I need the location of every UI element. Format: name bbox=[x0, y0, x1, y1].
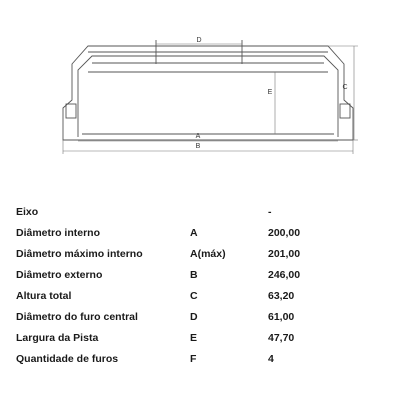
dimension-d-label: D bbox=[196, 37, 202, 44]
spec-label: Diâmetro interno bbox=[16, 227, 101, 239]
drum-outer-profile bbox=[63, 46, 353, 140]
dimension-e-label: E bbox=[267, 89, 273, 96]
spec-code: A bbox=[190, 227, 198, 239]
spec-label: Eixo bbox=[16, 206, 39, 218]
spec-value: 61,00 bbox=[268, 311, 295, 323]
left-flange-detail bbox=[66, 104, 76, 118]
spec-label: Diâmetro do furo central bbox=[16, 311, 138, 323]
spec-code: F bbox=[190, 353, 197, 365]
spec-row bbox=[0, 309, 420, 327]
spec-value: - bbox=[268, 206, 272, 218]
spec-code: A(máx) bbox=[190, 248, 226, 260]
spec-row bbox=[0, 267, 420, 285]
spec-row bbox=[0, 225, 420, 243]
spec-code: E bbox=[190, 332, 198, 344]
spec-label: Quantidade de furos bbox=[16, 353, 119, 365]
spec-value: 4 bbox=[268, 353, 274, 365]
spec-code: C bbox=[190, 290, 198, 302]
spec-row bbox=[0, 288, 420, 306]
brake-drum-cross-section-diagram bbox=[0, 0, 420, 165]
spec-code: B bbox=[190, 269, 198, 281]
spec-label: Largura da Pista bbox=[16, 332, 99, 344]
spec-label: Altura total bbox=[16, 290, 72, 302]
spec-value: 63,20 bbox=[268, 290, 295, 302]
spec-row bbox=[0, 351, 420, 369]
spec-row bbox=[0, 204, 420, 222]
spec-value: 200,00 bbox=[268, 227, 301, 239]
spec-code: D bbox=[190, 311, 198, 323]
spec-row bbox=[0, 330, 420, 348]
spec-value: 47,70 bbox=[268, 332, 295, 344]
dimension-c-label: C bbox=[342, 84, 348, 91]
spec-value: 201,00 bbox=[268, 248, 301, 260]
spec-row bbox=[0, 246, 420, 264]
right-flange-detail bbox=[340, 104, 350, 118]
spec-label: Diâmetro máximo interno bbox=[16, 248, 143, 260]
spec-label: Diâmetro externo bbox=[16, 269, 103, 281]
drum-inner-profile bbox=[78, 56, 338, 137]
dimension-b-label: B bbox=[195, 143, 201, 150]
spec-value: 246,00 bbox=[268, 269, 301, 281]
dimension-a-label: A bbox=[195, 133, 201, 140]
